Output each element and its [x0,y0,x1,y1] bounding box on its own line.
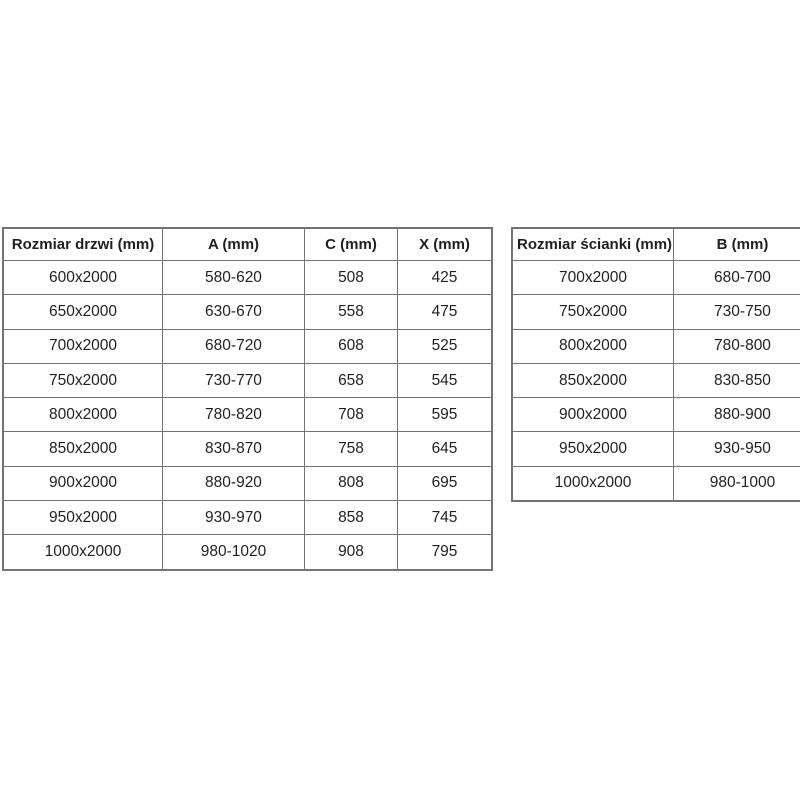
table-row [512,363,800,397]
table-cell: 900x2000 [3,466,163,500]
table-cell: 980-1020 [163,535,305,570]
table-cell: 545 [398,363,493,397]
table-cell: 475 [398,295,493,329]
table-cell: 730-750 [674,295,800,329]
table-row [512,261,800,295]
table-row [512,466,800,501]
table-cell: 730-770 [163,363,305,397]
table-cell: 750x2000 [3,363,163,397]
table-cell: 680-720 [163,329,305,363]
table-cell: 595 [398,398,493,432]
table-cell: 808 [305,466,398,500]
table-cell: 745 [398,501,493,535]
table-row [3,466,492,500]
column-header: B (mm) [674,228,800,261]
table-cell: 1000x2000 [3,535,163,570]
wall-size-table [511,227,800,502]
table-row [512,329,800,363]
table-cell: 908 [305,535,398,570]
table-cell: 795 [398,535,493,570]
table-cell: 850x2000 [3,432,163,466]
table-cell: 630-670 [163,295,305,329]
table-cell: 880-920 [163,466,305,500]
table-cell: 700x2000 [3,329,163,363]
table-cell: 880-900 [674,398,800,432]
table-row [3,329,492,363]
door-size-table-head [3,228,492,261]
table-row [512,295,800,329]
column-header: Rozmiar drzwi (mm) [3,228,163,261]
table-cell: 708 [305,398,398,432]
table-cell: 1000x2000 [512,466,674,501]
table-cell: 508 [305,261,398,295]
table-row [512,398,800,432]
table-cell: 425 [398,261,493,295]
header-row [512,228,800,261]
table-row [3,398,492,432]
table-cell: 695 [398,466,493,500]
table-cell: 758 [305,432,398,466]
table-cell: 858 [305,501,398,535]
table-row [3,432,492,466]
table-cell: 800x2000 [512,329,674,363]
table-row [3,261,492,295]
table-row [3,535,492,570]
table-cell: 980-1000 [674,466,800,501]
table-cell: 558 [305,295,398,329]
header-row [3,228,492,261]
table-cell: 950x2000 [512,432,674,466]
table-row [3,501,492,535]
table-row [3,295,492,329]
wall-size-table-head [512,228,800,261]
table-cell: 930-950 [674,432,800,466]
table-cell: 900x2000 [512,398,674,432]
column-header: X (mm) [398,228,493,261]
table-cell: 600x2000 [3,261,163,295]
column-header: A (mm) [163,228,305,261]
table-cell: 680-700 [674,261,800,295]
table-cell: 930-970 [163,501,305,535]
table-cell: 750x2000 [512,295,674,329]
column-header: C (mm) [305,228,398,261]
column-header: Rozmiar ścianki (mm) [512,228,674,261]
table-cell: 830-850 [674,363,800,397]
table-cell: 780-820 [163,398,305,432]
table-cell: 950x2000 [3,501,163,535]
table-row [512,432,800,466]
wall-size-table-body [512,261,800,502]
table-cell: 645 [398,432,493,466]
door-size-table-body [3,261,492,570]
table-cell: 700x2000 [512,261,674,295]
door-size-table [2,227,493,571]
table-cell: 650x2000 [3,295,163,329]
table-cell: 658 [305,363,398,397]
table-cell: 850x2000 [512,363,674,397]
table-row [3,363,492,397]
table-cell: 800x2000 [3,398,163,432]
table-cell: 525 [398,329,493,363]
table-cell: 580-620 [163,261,305,295]
table-cell: 608 [305,329,398,363]
table-cell: 780-800 [674,329,800,363]
table-cell: 830-870 [163,432,305,466]
